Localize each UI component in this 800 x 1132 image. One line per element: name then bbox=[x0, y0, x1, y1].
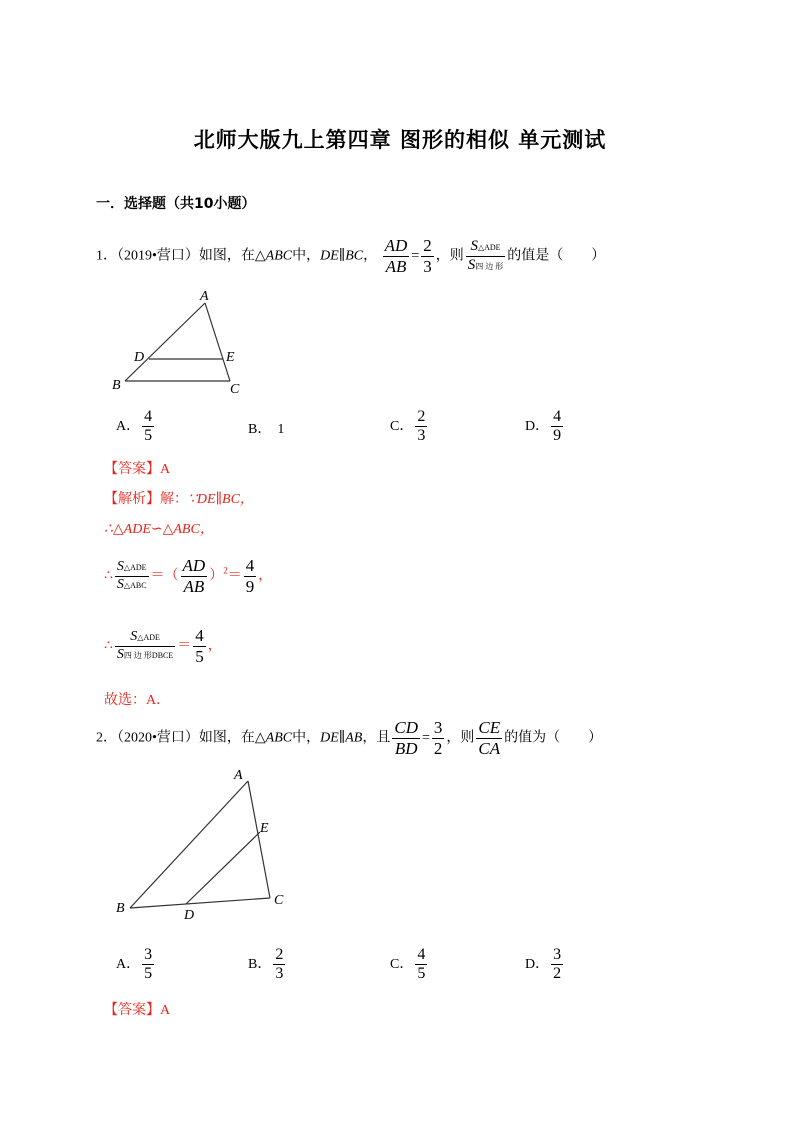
option-a[interactable]: A． $\frac{3}{5}$ bbox=[116, 946, 153, 983]
point-label-D: D bbox=[134, 350, 145, 365]
vertex-label-B: B bbox=[116, 901, 125, 916]
triangle-name: ABC bbox=[265, 248, 293, 264]
option-d[interactable]: D． $\frac{4}{9}$ bbox=[525, 408, 562, 445]
analysis-line-4: ∴ $\frac{\text{S△ADE}}{\text{S四 边 形DBCE}}$ ＝ $\frac{4}{5}$ ， bbox=[104, 626, 222, 666]
question-source: （2019•营口）如图，在△ bbox=[117, 248, 266, 264]
vertex-label-C: C bbox=[230, 382, 240, 397]
question-1-stem: 1．（2019•营口）如图，在△ABC中，DE∥BC， $\frac{AD}{AB}$ = $\frac{2}{3}$ ，则 $\frac{\text{S△ADE}}{\text{S四 边 形}}$ 的值是（ ） bbox=[96, 236, 606, 276]
option-c[interactable]: C． $\frac{2}{3}$ bbox=[390, 408, 426, 445]
side-AB bbox=[130, 781, 248, 908]
vertex-label-C: C bbox=[274, 893, 284, 908]
triangle-figure-2 bbox=[108, 765, 298, 920]
analysis-line-2: ∴△ADE∽△ABC， bbox=[104, 522, 214, 537]
ratio-fraction: $\frac{AD}{AB}$ bbox=[384, 236, 408, 276]
vertex-label-B: B bbox=[112, 378, 121, 393]
option-a[interactable]: A． $\frac{4}{5}$ bbox=[116, 408, 153, 445]
ratio-value: $\frac{2}{3}$ bbox=[423, 236, 432, 276]
point-label-D: D bbox=[184, 908, 195, 920]
question-2-stem: 2．（2020•营口）如图，在△ABC中，DE∥AB，且 $\frac{CD}{BD}$ = $\frac{3}{2}$ ，则 $\frac{CE}{CA}$ 的值为（ ） bbox=[96, 718, 603, 758]
side-AB bbox=[125, 303, 205, 381]
triangle-name: ABC bbox=[265, 730, 293, 746]
analysis-line-3: ∴ $\frac{\text{S△ADE}}{\text{S△ABC}}$ ＝（ $\frac{AD}{AB}$ ）$^2$＝ $\frac{4}{9}$ ， bbox=[104, 556, 273, 596]
option-b[interactable]: B． $\frac{2}{3}$ bbox=[248, 946, 284, 983]
triangle-figure-1 bbox=[108, 285, 268, 400]
side-AC bbox=[248, 781, 270, 898]
page-title: 北师大版九上第四章 图形的相似 单元测试 bbox=[193, 128, 607, 152]
question-number: 1． bbox=[96, 248, 117, 264]
target-fraction: $\frac{CE}{CA}$ bbox=[478, 718, 501, 758]
question-source: （2020•营口）如图，在△ bbox=[117, 730, 266, 746]
vertex-label-A: A bbox=[200, 289, 209, 304]
segment-DE bbox=[186, 832, 260, 904]
ratio-fraction: $\frac{CD}{BD}$ bbox=[394, 718, 418, 758]
side-BC bbox=[130, 898, 270, 908]
option-b[interactable]: B． 1 bbox=[248, 422, 285, 437]
vertex-label-A: A bbox=[234, 768, 243, 783]
point-label-E: E bbox=[260, 821, 269, 836]
answer-1: 【答案】A bbox=[104, 462, 171, 477]
option-c[interactable]: C． $\frac{4}{5}$ bbox=[390, 946, 426, 983]
analysis-line-1: 【解析】解：∵DE∥BC， bbox=[104, 492, 254, 507]
parallel-condition: DE∥AB bbox=[320, 730, 363, 746]
question-number: 2． bbox=[96, 730, 117, 746]
answer-2: 【答案】A bbox=[104, 1003, 171, 1018]
side-AC bbox=[205, 303, 230, 381]
point-label-E: E bbox=[226, 350, 235, 365]
option-d[interactable]: D． $\frac{3}{2}$ bbox=[525, 946, 562, 983]
conclusion-1: 故选：A． bbox=[104, 693, 171, 708]
parallel-condition: DE∥BC bbox=[320, 248, 364, 264]
ratio-value: $\frac{3}{2}$ bbox=[433, 718, 443, 758]
section-heading: 一．选择题（共10小题） bbox=[96, 196, 256, 212]
area-ratio-fraction: $\frac{\text{S△ADE}}{\text{S四 边 形}}$ bbox=[467, 238, 504, 273]
